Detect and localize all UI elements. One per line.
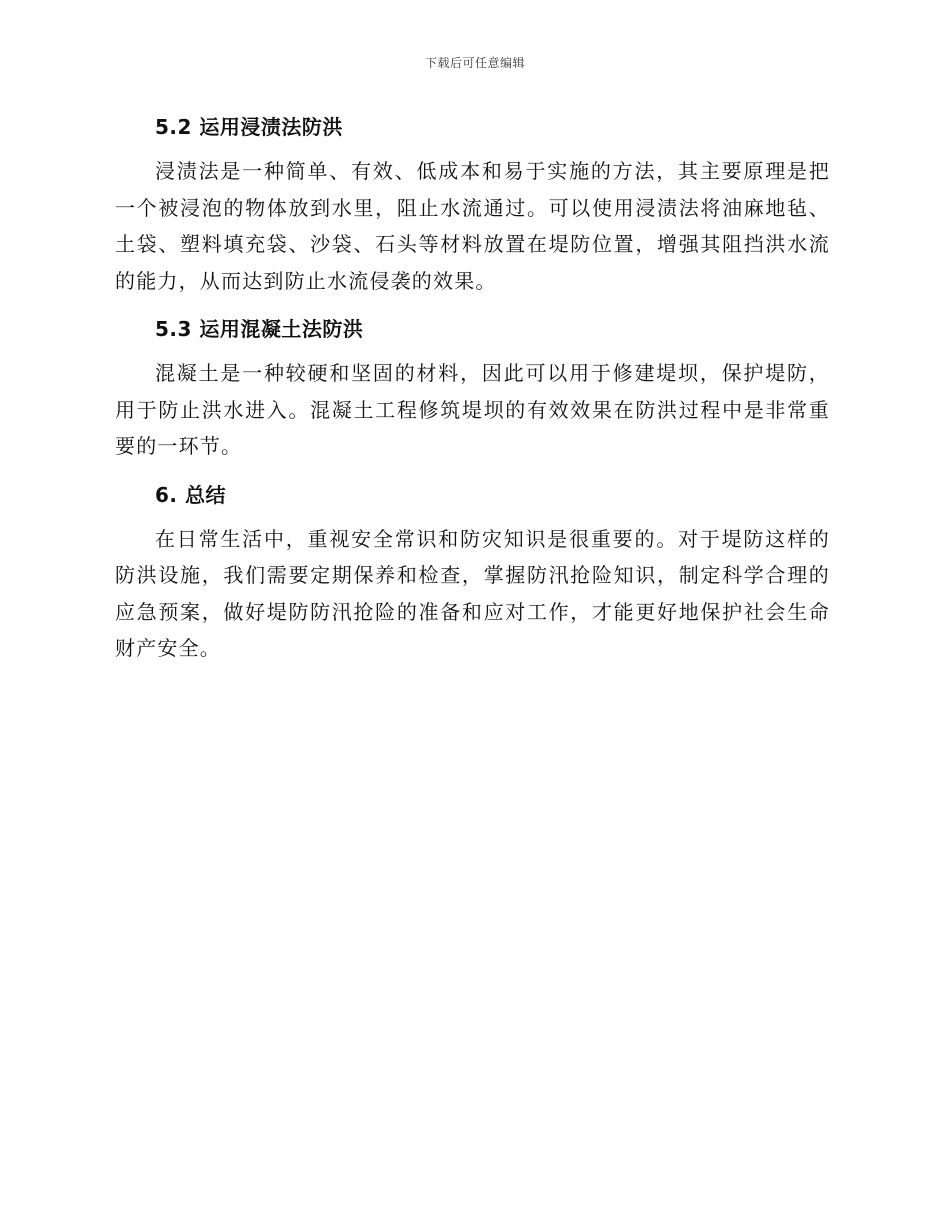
section-6-summary bbox=[115, 480, 830, 667]
section-paragraph: 混凝土是一种较硬和坚固的材料，因此可以用于修建堤坝，保护堤防，用于防止洪水进入。混凝土工程修筑堤坝的有效效果在防洪过程中是非常重要的一环节。 bbox=[115, 361, 830, 458]
section-5-3 bbox=[115, 314, 830, 465]
section-paragraph: 浸渍法是一种简单、有效、低成本和易于实施的方法，其主要原理是把一个被浸泡的物体放到水里，阻止水流通过。可以使用浸渍法将油麻地毡、土袋、塑料填充袋、沙袋、石头等材料放置在堤防位置，增强其阻挡洪水流的能力，从而达到防止水流侵袭的效果。 bbox=[115, 159, 830, 293]
section-paragraph: 在日常生活中，重视安全常识和防灾知识是很重要的。对于堤防这样的防洪设施，我们需要定期保养和检查，掌握防汛抢险知识，制定科学合理的应急预案，做好堤防防汛抢险的准备和应对工作，才能更好地保护社会生命财产安全。 bbox=[115, 526, 830, 660]
header-note: 下载后可任意编辑 bbox=[424, 56, 525, 70]
section-heading: 5.2 运用浸渍法防洪 bbox=[155, 115, 343, 139]
section-5-2 bbox=[115, 112, 830, 299]
section-heading: 5.3 运用混凝土法防洪 bbox=[155, 317, 364, 341]
document-body bbox=[115, 112, 830, 682]
section-heading: 6. 总结 bbox=[155, 482, 226, 507]
